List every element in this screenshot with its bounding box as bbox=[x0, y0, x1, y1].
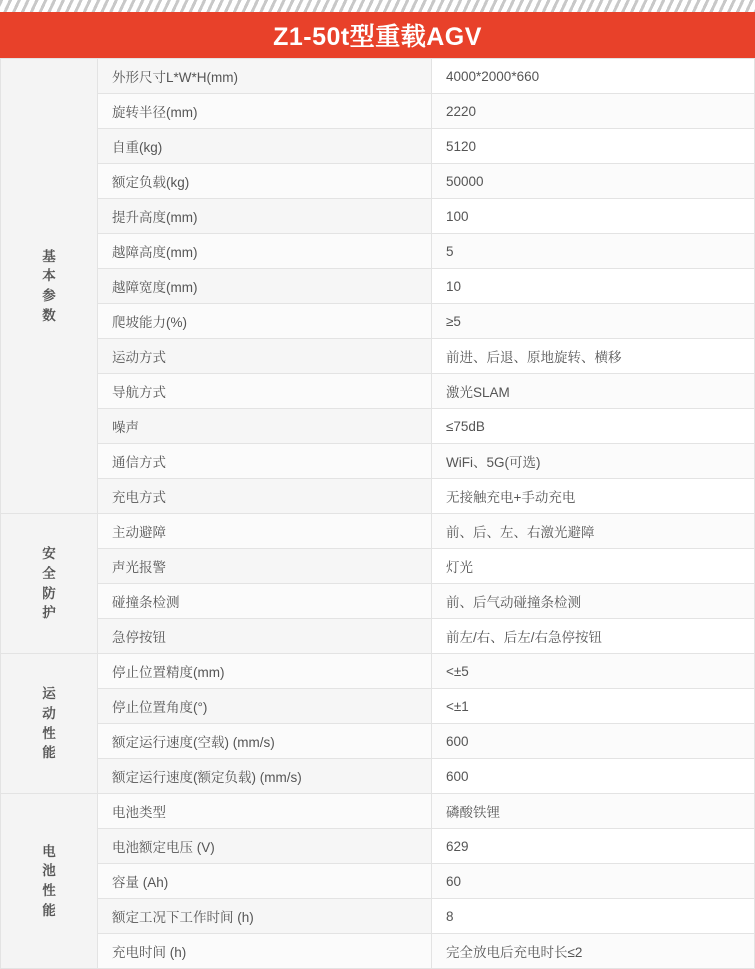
table-row bbox=[1, 584, 755, 619]
table-row bbox=[1, 934, 755, 969]
spec-value-cell: 4000*2000*660 bbox=[432, 59, 755, 94]
table-row bbox=[1, 234, 755, 269]
spec-value-cell: 629 bbox=[432, 829, 755, 864]
spec-value-cell: 10 bbox=[432, 269, 755, 304]
table-row bbox=[1, 514, 755, 549]
spec-name-cell: 额定运行速度(额定负载) (mm/s) bbox=[98, 759, 432, 794]
spec-name-cell: 额定负载(kg) bbox=[98, 164, 432, 199]
table-row bbox=[1, 549, 755, 584]
spec-name-cell: 额定工况下工作时间 (h) bbox=[98, 899, 432, 934]
table-row bbox=[1, 94, 755, 129]
table-row bbox=[1, 759, 755, 794]
spec-value-cell: 8 bbox=[432, 899, 755, 934]
spec-value-cell: ≥5 bbox=[432, 304, 755, 339]
spec-value-cell: 100 bbox=[432, 199, 755, 234]
group-label: 运动性能 bbox=[42, 686, 57, 761]
table-row bbox=[1, 199, 755, 234]
spec-value-cell: 前左/右、后左/右急停按钮 bbox=[432, 619, 755, 654]
spec-name-cell: 爬坡能力(%) bbox=[98, 304, 432, 339]
spec-name-cell: 声光报警 bbox=[98, 549, 432, 584]
spec-name-cell: 越障高度(mm) bbox=[98, 234, 432, 269]
spec-name-cell: 电池类型 bbox=[98, 794, 432, 829]
spec-name-cell: 提升高度(mm) bbox=[98, 199, 432, 234]
table-row bbox=[1, 654, 755, 689]
spec-name-cell: 额定运行速度(空载) (mm/s) bbox=[98, 724, 432, 759]
spec-name-cell: 停止位置精度(mm) bbox=[98, 654, 432, 689]
table-row bbox=[1, 724, 755, 759]
spec-value-cell: 600 bbox=[432, 759, 755, 794]
spec-name-cell: 容量 (Ah) bbox=[98, 864, 432, 899]
table-row bbox=[1, 689, 755, 724]
spec-value-cell: ≤75dB bbox=[432, 409, 755, 444]
spec-value-cell: 5120 bbox=[432, 129, 755, 164]
table-row bbox=[1, 164, 755, 199]
group-label-cell bbox=[1, 514, 98, 654]
group-label-cell bbox=[1, 59, 98, 514]
page-title: Z1-50t型重载AGV bbox=[273, 23, 482, 51]
table-row bbox=[1, 899, 755, 934]
table-row bbox=[1, 59, 755, 94]
spec-name-cell: 旋转半径(mm) bbox=[98, 94, 432, 129]
specification-table bbox=[0, 58, 755, 969]
spec-value-cell: 60 bbox=[432, 864, 755, 899]
spec-name-cell: 电池额定电压 (V) bbox=[98, 829, 432, 864]
spec-value-cell: 磷酸铁锂 bbox=[432, 794, 755, 829]
spec-name-cell: 自重(kg) bbox=[98, 129, 432, 164]
table-row bbox=[1, 619, 755, 654]
table-row bbox=[1, 409, 755, 444]
title-banner bbox=[0, 12, 755, 58]
spec-value-cell: 2220 bbox=[432, 94, 755, 129]
spec-name-cell: 越障宽度(mm) bbox=[98, 269, 432, 304]
table-row bbox=[1, 129, 755, 164]
spec-value-cell: 前、后气动碰撞条检测 bbox=[432, 584, 755, 619]
table-row bbox=[1, 444, 755, 479]
table-row bbox=[1, 339, 755, 374]
spec-value-cell: 50000 bbox=[432, 164, 755, 199]
spec-name-cell: 停止位置角度(°) bbox=[98, 689, 432, 724]
group-label: 安全防护 bbox=[42, 546, 57, 621]
group-label: 基本参数 bbox=[42, 248, 57, 323]
spec-value-cell: 前进、后退、原地旋转、横移 bbox=[432, 339, 755, 374]
spec-value-cell: 激光SLAM bbox=[432, 374, 755, 409]
spec-value-cell: <±1 bbox=[432, 689, 755, 724]
spec-value-cell: 5 bbox=[432, 234, 755, 269]
group-label-cell bbox=[1, 654, 98, 794]
spec-name-cell: 通信方式 bbox=[98, 444, 432, 479]
spec-name-cell: 充电时间 (h) bbox=[98, 934, 432, 969]
spec-value-cell: WiFi、5G(可选) bbox=[432, 444, 755, 479]
spec-value-cell: 600 bbox=[432, 724, 755, 759]
spec-value-cell: <±5 bbox=[432, 654, 755, 689]
group-label-cell bbox=[1, 794, 98, 969]
table-row bbox=[1, 829, 755, 864]
spec-name-cell: 急停按钮 bbox=[98, 619, 432, 654]
spec-value-cell: 灯光 bbox=[432, 549, 755, 584]
table-row bbox=[1, 374, 755, 409]
table-row bbox=[1, 794, 755, 829]
spec-name-cell: 主动避障 bbox=[98, 514, 432, 549]
spec-name-cell: 外形尺寸L*W*H(mm) bbox=[98, 59, 432, 94]
table-row bbox=[1, 479, 755, 514]
spec-value-cell: 前、后、左、右激光避障 bbox=[432, 514, 755, 549]
table-row bbox=[1, 304, 755, 339]
spec-name-cell: 充电方式 bbox=[98, 479, 432, 514]
spec-name-cell: 导航方式 bbox=[98, 374, 432, 409]
spec-name-cell: 运动方式 bbox=[98, 339, 432, 374]
group-label: 电池性能 bbox=[42, 843, 57, 918]
table-row bbox=[1, 864, 755, 899]
spec-name-cell: 噪声 bbox=[98, 409, 432, 444]
spec-value-cell: 无接触充电+手动充电 bbox=[432, 479, 755, 514]
spec-value-cell: 完全放电后充电时长≤2 bbox=[432, 934, 755, 969]
decorative-hatch-bar bbox=[0, 0, 755, 12]
spec-name-cell: 碰撞条检测 bbox=[98, 584, 432, 619]
table-row bbox=[1, 269, 755, 304]
